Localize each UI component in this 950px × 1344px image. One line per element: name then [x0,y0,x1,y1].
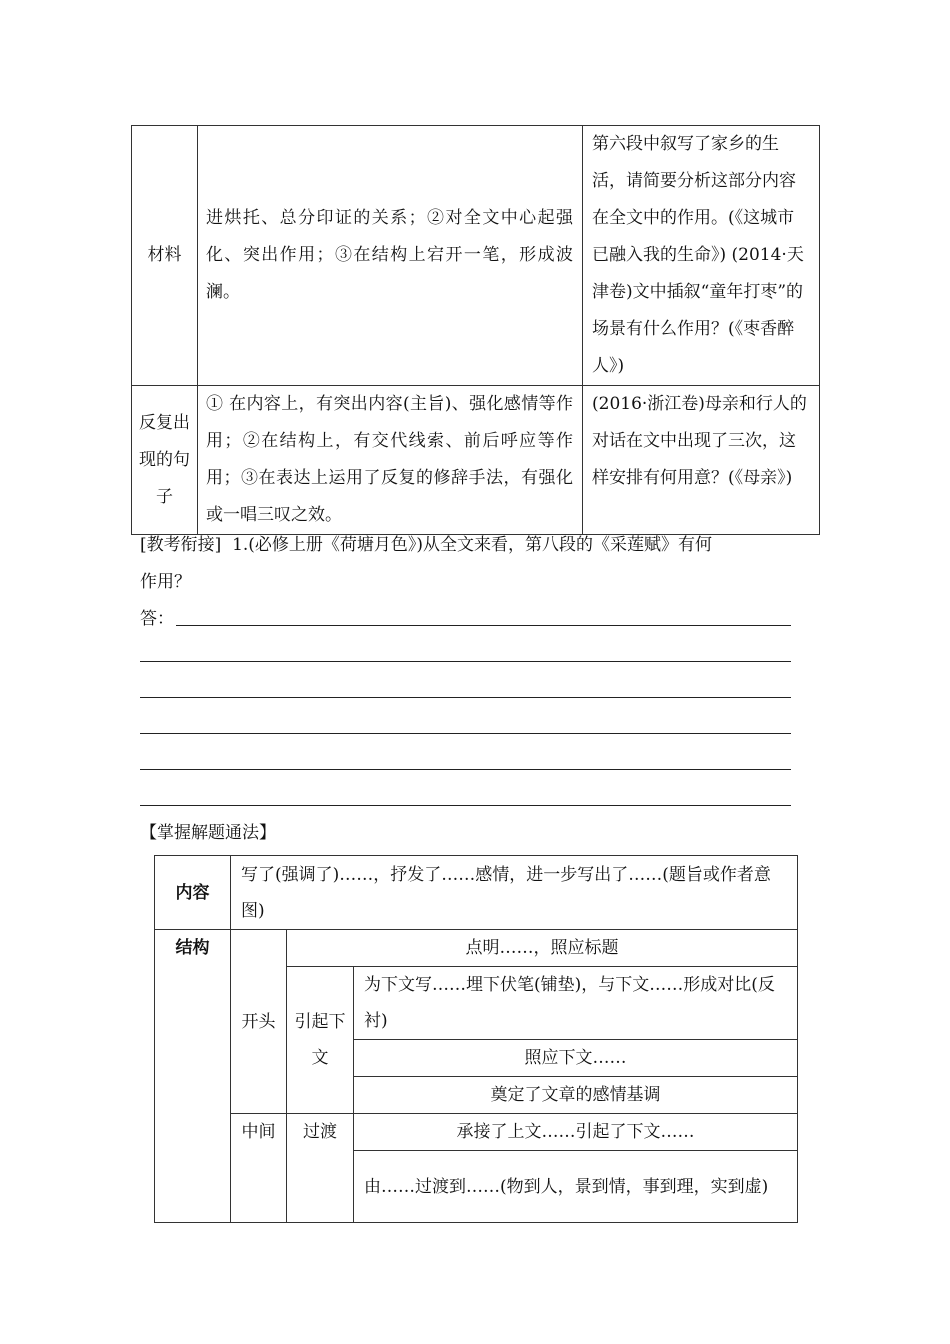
material-function-text: 进烘托、总分印证的关系；②对全文中心起强化、突出作用；③在结构上宕开一笔，形成波澜。 [198,126,583,386]
middle-label: 中间 [231,1114,287,1223]
opening-point: 点明……，照应标题 [287,930,798,967]
content-label: 内容 [155,856,231,930]
answer-line[interactable] [140,769,791,770]
table-row-opening-point [155,930,798,967]
answer-line[interactable] [140,697,791,698]
repeat-function-text: ① 在内容上，有突出内容(主旨)、强化感情等作用；②在结构上，有交代线索、前后呼应等作用；③在表达上运用了反复的修辞手法，有强化或一唱三叹之效。 [198,386,583,535]
method-heading: 【掌握解题通法】 [140,823,276,843]
lead-item: 照应下文…… [354,1040,798,1077]
answer-label: 答： [140,609,174,629]
answer-line[interactable] [176,625,791,626]
transition-item: 由……过渡到……(物到人，景到情，事到理，实到虚) [354,1151,798,1223]
row-label-material: 材料 [132,126,198,386]
bridge-question-line1: 1.(必修上册《荷塘月色》)从全文来看，第八段的《采莲赋》有何 [232,535,713,555]
structure-label: 结构 [155,930,231,1223]
lead-label [287,967,354,1114]
lead-item: 奠定了文章的感情基调 [354,1077,798,1114]
content-template: 写了(强调了)……，抒发了……感情，进一步写出了……(题旨或作者意图) [231,856,798,930]
bridge-tag: [教考衔接] [140,535,222,555]
bridge-question [140,527,712,564]
method-table [154,855,798,1223]
lead-label-text: 引起下文 [294,1012,346,1068]
answer-line[interactable] [140,805,791,806]
opening-label: 开头 [231,930,287,1114]
material-example-text: 第六段中叙写了家乡的生活，请简要分析这部分内容在全文中的作用。(《这城市已融入我的生命》) (2014·天津卷)文中插叙“童年打枣”的场景有什么作用？(《枣香醉人》) [583,126,820,386]
answer-line[interactable] [140,733,791,734]
technique-table [131,125,820,535]
table-row-repeat [132,386,820,535]
table-row-content [155,856,798,930]
row-label-repeat: 反复出现的句子 [132,386,198,535]
bridge-question-line2: 作用？ [140,572,191,592]
lead-item: 为下文写……埋下伏笔(铺垫)，与下文……形成对比(反衬) [354,967,798,1040]
transition-label: 过渡 [287,1114,354,1223]
transition-item: 承接了上文……引起了下文…… [354,1114,798,1151]
table-row-material [132,126,820,386]
table-row-transition-1 [155,1114,798,1151]
repeat-example-text: (2016·浙江卷)母亲和行人的对话在文中出现了三次，这样安排有何用意？(《母亲》) [583,386,820,535]
answer-line[interactable] [140,661,791,662]
